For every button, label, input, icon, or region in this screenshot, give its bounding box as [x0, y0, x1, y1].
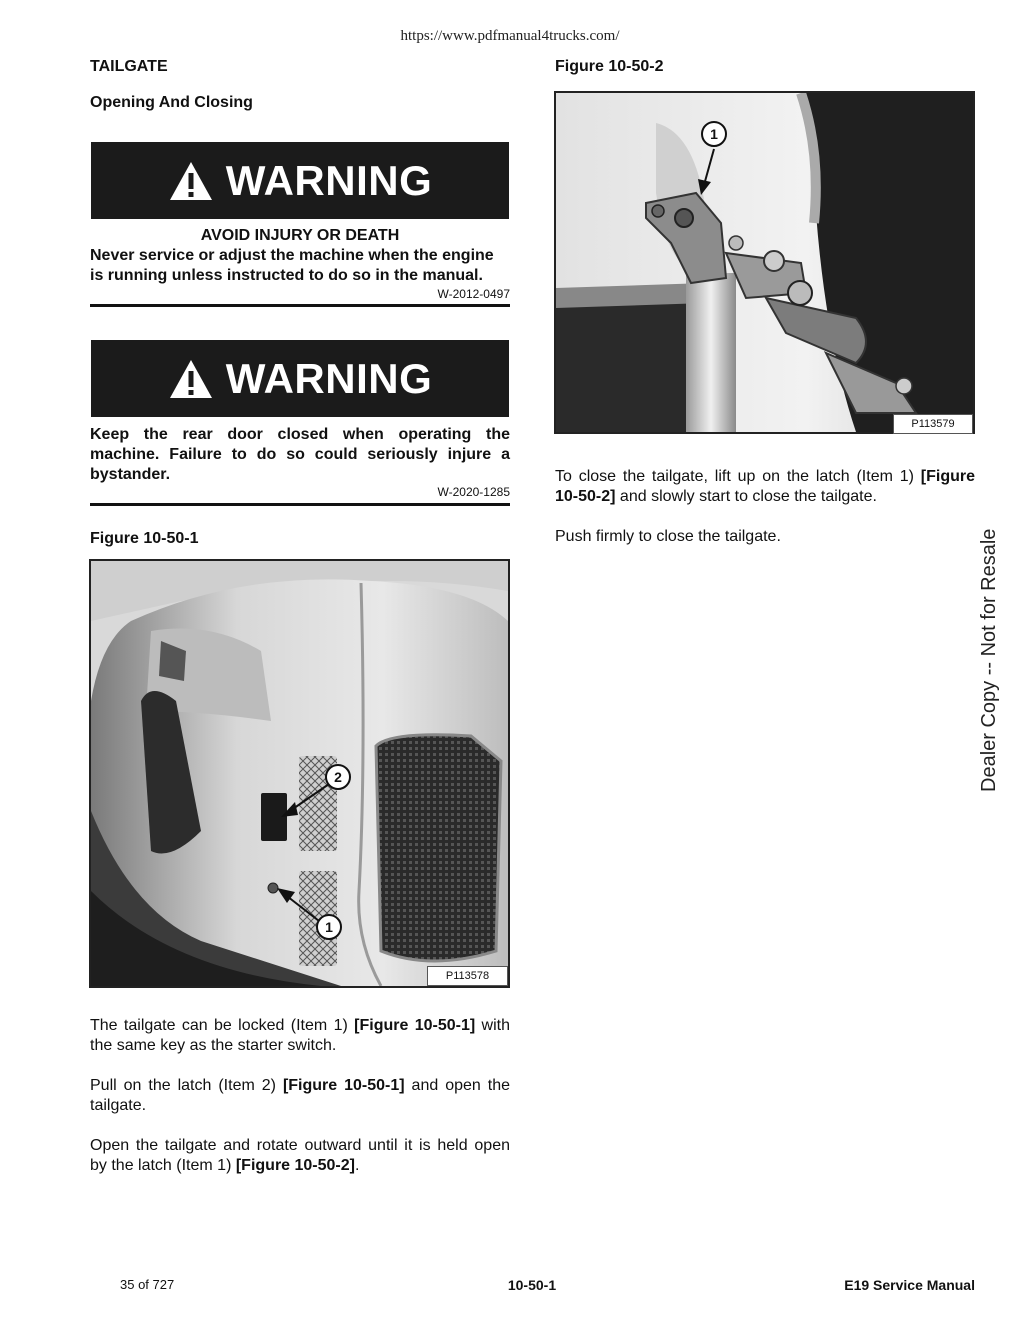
paragraph-3-line-1: Open the tailgate and rotate outward until it is held open — [90, 1137, 510, 1154]
figure-2-photo-id: P113579 — [893, 414, 973, 434]
warning-banner-2 — [91, 340, 509, 417]
figure-ref[interactable]: 10-50-2] — [555, 488, 616, 505]
source-url: https://www.pdfmanual4trucks.com/ — [400, 28, 620, 44]
warning-1-line-1: Never service or adjust the machine when the engine — [90, 247, 494, 264]
figure-1-caption: Figure 10-50-1 — [90, 530, 199, 547]
callout-1: 1 — [316, 914, 342, 940]
paragraph-1-line-2: the same key as the starter switch. — [90, 1037, 337, 1054]
callout-2: 2 — [325, 764, 351, 790]
warning-2-code: W-2020-1285 — [437, 485, 510, 499]
figure-2-caption: Figure 10-50-2 — [555, 58, 664, 75]
right-paragraph-1-line-2: 10-50-2] and slowly start to close the tailgate. — [555, 488, 877, 505]
callout-1: 1 — [701, 121, 727, 147]
warning-triangle-icon — [168, 358, 214, 400]
paragraph-1-line-1: The tailgate can be locked (Item 1) [Figure 10-50-1] with — [90, 1017, 510, 1034]
page-count: 35 of 727 — [120, 1277, 175, 1292]
warning-2-line-1: Keep the rear door closed when operating the — [90, 426, 510, 443]
figure-ref[interactable]: [Figure 10-50-1] — [282, 1077, 405, 1094]
figure-ref[interactable]: [Figure 10-50-2] — [235, 1157, 355, 1174]
right-paragraph-1-line-1: To close the tailgate, lift up on the latch (Item 1) [Figure — [555, 468, 975, 485]
warning-triangle-icon — [168, 160, 214, 202]
figure-ref[interactable]: [Figure 10-50-1] — [354, 1017, 476, 1034]
warning-label: WARNING — [225, 354, 433, 402]
warning-label: WARNING — [225, 156, 433, 204]
warning-1-code: W-2012-0497 — [437, 287, 510, 301]
warning-2-line-3: bystander. — [90, 466, 171, 483]
paragraph-3-line-2: by the latch (Item 1) [Figure 10-50-2]. — [90, 1157, 360, 1174]
paragraph-2-line-1: Pull on the latch (Item 2) [Figure 10-50-1] and open the — [90, 1077, 510, 1094]
divider-1 — [90, 304, 510, 307]
section-number: 10-50-1 — [507, 1277, 557, 1293]
right-paragraph-2: Push firmly to close the tailgate. — [555, 528, 781, 545]
warning-banner-1 — [91, 142, 509, 219]
dealer-copy-note: Dealer Copy -- Not for Resale — [978, 528, 1000, 792]
figure-2-photo — [554, 91, 975, 434]
warning-2-line-2: machine. Failure to do so could seriously injure a — [90, 446, 510, 463]
divider-2 — [90, 503, 510, 506]
subsection-title: Opening And Closing — [90, 94, 253, 111]
figure-1-photo — [89, 559, 510, 988]
figure-1-photo-id: P113578 — [427, 966, 508, 986]
warning-heading: AVOID INJURY OR DEATH — [200, 227, 400, 244]
section-title: TAILGATE — [90, 58, 168, 75]
figure-ref[interactable]: [Figure — [920, 468, 975, 485]
manual-title: E19 Service Manual — [844, 1277, 975, 1293]
warning-1-line-2: is running unless instructed to do so in the manual. — [90, 267, 483, 284]
paragraph-2-line-2: tailgate. — [90, 1097, 147, 1114]
